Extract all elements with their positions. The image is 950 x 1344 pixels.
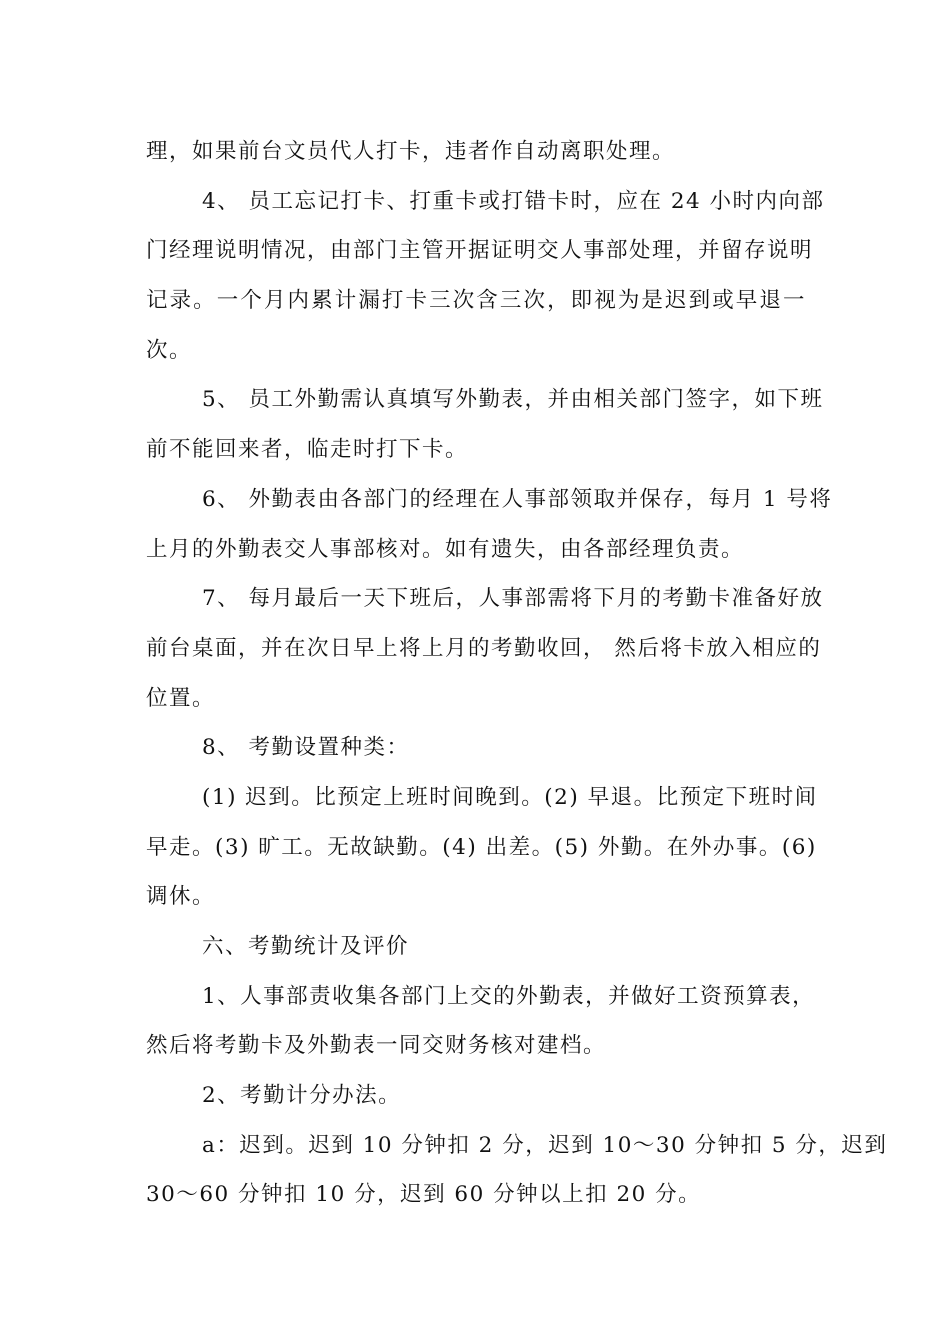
- text-line: 前台桌面，并在次日早上将上月的考勤收回， 然后将卡放入相应的: [146, 635, 822, 661]
- text-line: 门经理说明情况，由部门主管开据证明交人事部处理，并留存说明: [146, 238, 814, 264]
- text-line: 早走。(3) 旷工。无故缺勤。(4) 出差。(5) 外勤。在外办事。(6): [146, 834, 817, 860]
- text-line: 调休。: [146, 884, 216, 910]
- text-line: 30～60 分钟扣 10 分，迟到 60 分钟以上扣 20 分。: [146, 1182, 702, 1208]
- text-line: 位置。: [146, 685, 216, 711]
- text-line: 5、 员工外勤需认真填写外勤表，并由相关部门签字，如下班: [202, 387, 824, 413]
- text-line: 记录。一个月内累计漏打卡三次含三次，即视为是迟到或早退一: [146, 288, 806, 314]
- section-heading: 六、考勤统计及评价: [202, 934, 410, 959]
- document-body: [146, 127, 888, 1220]
- text-line: a：迟到。迟到 10 分钟扣 2 分，迟到 10～30 分钟扣 5 分，迟到: [202, 1132, 888, 1158]
- text-line: 7、 每月最后一天下班后，人事部需将下月的考勤卡准备好放: [202, 586, 824, 612]
- text-line: 次。: [146, 337, 193, 363]
- text-line: (1) 迟到。比预定上班时间晚到。(2) 早退。比预定下班时间: [202, 784, 818, 810]
- text-line: 2、考勤计分办法。: [202, 1083, 402, 1109]
- text-line: 前不能回来者，临走时打下卡。: [146, 437, 469, 463]
- text-line: 6、 外勤表由各部门的经理在人事部领取并保存，每月 1 号将: [202, 486, 833, 512]
- text-line: 4、 员工忘记打卡、打重卡或打错卡时，应在 24 小时内向部: [202, 188, 825, 214]
- text-line: 然后将考勤卡及外勤表一同交财务核对建档。: [146, 1033, 607, 1059]
- text-line: 1、人事部责收集各部门上交的外勤表，并做好工资预算表，: [202, 983, 816, 1009]
- text-line: 上月的外勤表交人事部核对。如有遗失，由各部经理负责。: [146, 536, 745, 562]
- text-line: 理，如果前台文员代人打卡，违者作自动离职处理。: [146, 139, 676, 164]
- text-line: 8、 考勤设置种类：: [202, 735, 410, 761]
